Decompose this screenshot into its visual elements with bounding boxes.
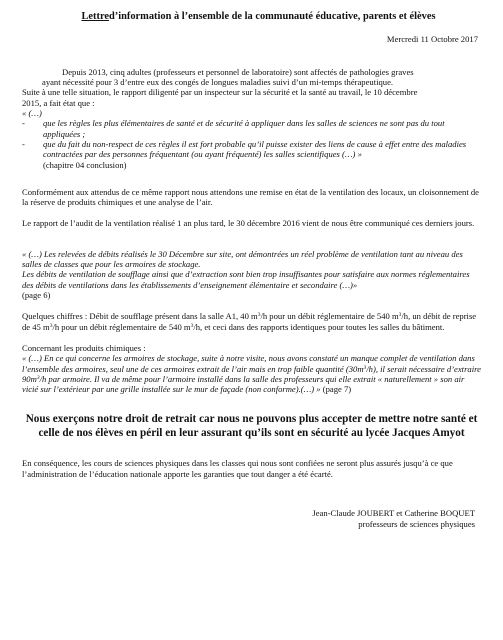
bullet-dash: -: [22, 118, 25, 129]
citation-1-line-2: Les débits de ventilation de soufflage ainsi que d’extraction sont bien trop insuffisantes pour satisfaire aux normes réglementaires des débits de ventilations dans les établissements d’enseignement élémentaire et secondaire (…)»: [22, 269, 470, 290]
chiffres-part: /h, un débit de reprise de 45 m: [22, 311, 477, 332]
superscript: 3: [398, 312, 402, 319]
produits-quote-part: /h par armoire. Il va de même pour l’armoire installé dans la salle des professeurs qui elle extrait « naturellement » son air vicié sur l’extérieur par une grille installée sur le mur de façade (non conforme).(…) »: [22, 373, 465, 395]
signature-names: Jean-Claude JOUBERT et Catherine BOQUET: [312, 507, 475, 518]
signature-role: professeurs de sciences physiques: [358, 518, 475, 529]
bullet-item: [22, 118, 481, 139]
bullet-item: [22, 139, 481, 160]
produits-intro: Concernant les produits chimiques :: [22, 343, 146, 354]
title-rest: d’information à l’ensemble de la communauté éducative, parents et élèves: [109, 11, 436, 22]
produits-quote-part: /h), il serait nécessaire d’extraire 90m: [22, 363, 481, 384]
superscript: 3: [363, 364, 367, 371]
intro-line-2: ayant nécessité pour 3 d’entre eux des congés de longues maladies suivi d’un mi-temps thérapeutique.: [42, 77, 394, 88]
intro-line-1: Depuis 2013, cinq adultes (professeurs et personnel de laboratoire) sont affectés de pathologies graves: [62, 66, 414, 77]
chiffres-part: /h pour un débit réglementaire de 540 m: [52, 321, 191, 332]
intro-paragraph: [22, 67, 481, 119]
bullet-text-2: que du fait du non-respect de ces règles il est fort probable qu’il puisse exister des liens de cause à effet entre des maladies contractées par des personnes fréquentant (ou ayant fréquenté) les salles scientifiques (…) »: [43, 138, 467, 160]
intro-quote-open: « (…): [22, 108, 42, 119]
superscript: 3: [36, 374, 40, 381]
signature-block: [22, 508, 481, 529]
letter-title: [36, 11, 481, 23]
chiffres-part: /h pour un débit réglementaire de 540 m: [260, 311, 399, 322]
superscript: 3: [257, 312, 261, 319]
produits-quote-part: « (…) En ce qui concerne les armoires de stockage, suite à notre visite, nous avons constaté un manque complet de ventilation dans l’ensemble des armoires, seul une de ces armoires extrait de l’air mais en trop faible quantité (30m: [22, 353, 475, 374]
chapter-reference: (chapitre 04 conclusion): [43, 159, 127, 170]
conformement-paragraph: Conformément aux attendus de ce même rapport nous attendons une remise en état de la ventilation des locaux, un cloisonnement de la réserve de produits chimiques et une analyse de l’air.: [22, 186, 480, 208]
superscript: 3: [49, 322, 53, 329]
bullet-text-1: que les règles les plus élémentaires de santé et de sécurité à appliquer dans les salles de sciences ne sont pas du tout appliquées ;: [43, 118, 445, 139]
chiffres-part: /h, et ceci dans des rapports identiques pour toutes les salles du bâtiment.: [193, 321, 445, 332]
intro-line-4: 2015, a fait état que :: [22, 97, 95, 108]
chiffres-part: Quelques chiffres : Débit de soufflage présent dans la salle A1, 40 m: [22, 311, 258, 322]
produits-page: (page 7): [320, 384, 352, 395]
citation-1-line-1: « (…) Les relevées de débits réalisés le 30 Décembre sur site, ont démontrées un réel problème de ventilation tant au niveau des salles de classes que pour les armoires de stockage.: [22, 248, 463, 270]
final-paragraph: En conséquence, les cours de sciences physiques dans les classes qui nous sont confiées ne seront plus assurés jusqu’à ce que l’administration de l’éducation nationale apporte les garanties que tout danger a été écarté.: [22, 458, 453, 479]
title-underlined-word: Lettre: [81, 11, 109, 22]
chiffres-paragraph: [22, 311, 481, 332]
letter-date: Mercredi 11 Octobre 2017: [386, 34, 478, 45]
bullet-dash: -: [22, 138, 25, 149]
intro-line-3: Suite à une telle situation, le rapport diligenté par un inspecteur sur la sécurité et la santé au travail, le 10 décembre: [22, 87, 418, 98]
produits-quote: [22, 353, 481, 394]
audit-paragraph: Le rapport de l’audit de la ventilation réalisé 1 an plus tard, le 30 décembre 2016 vient de nous être communiqué ces derniers jours.: [22, 217, 475, 228]
superscript: 3: [190, 322, 194, 329]
declaration-bold: Nous exerçons notre droit de retrait car nous ne pouvons plus accepter de mettre notre santé et celle de nos élèves en péril en leur assurant qu’ils sont en sécurité au lycée Jacques Amyot: [25, 412, 478, 439]
citation-1-page: (page 6): [22, 290, 51, 301]
